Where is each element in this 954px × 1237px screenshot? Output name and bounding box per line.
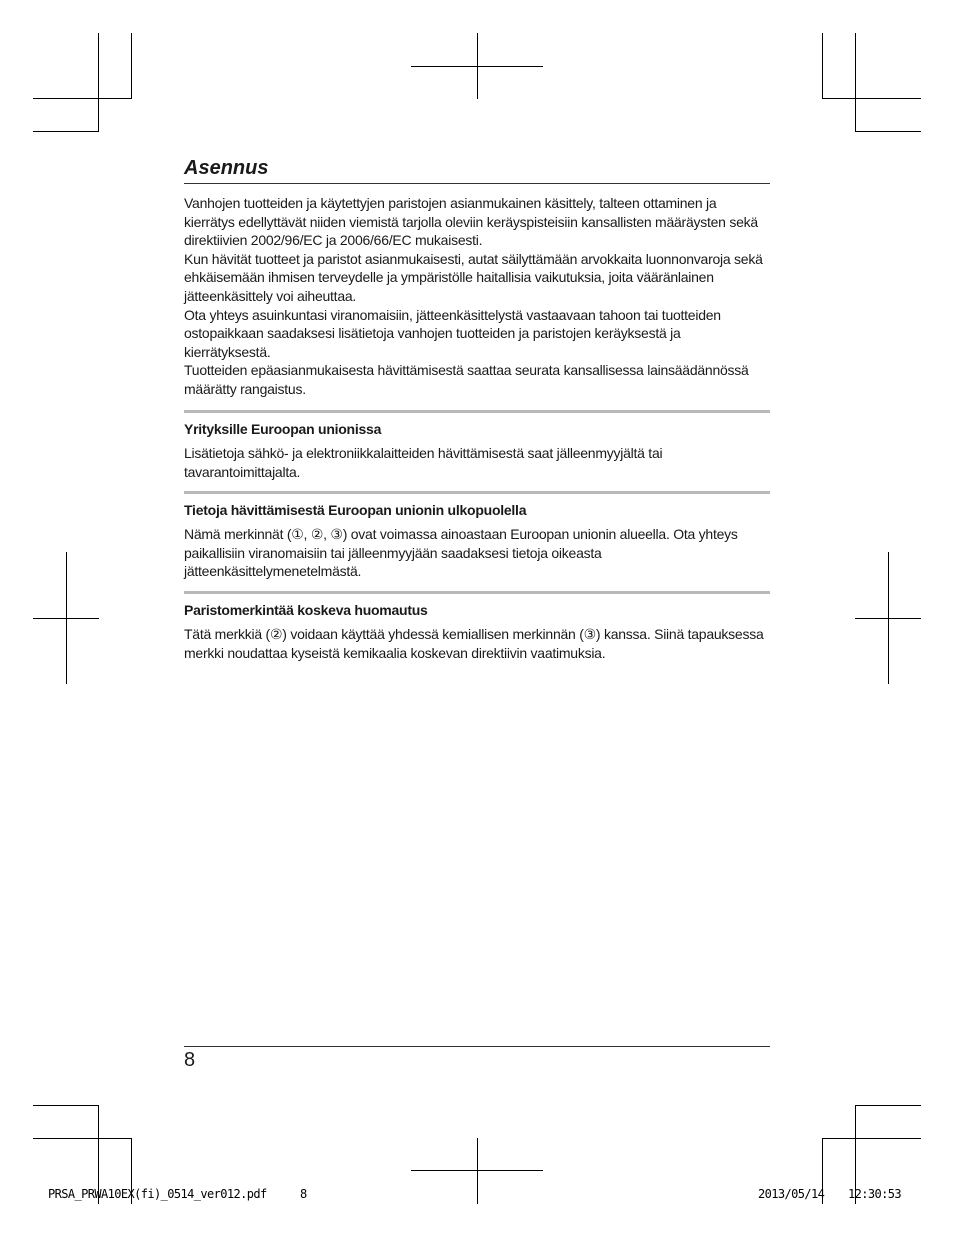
print-date: 2013/05/14 <box>758 1187 825 1201</box>
crop-mark <box>411 1170 543 1171</box>
subsection-heading: Yrityksille Euroopan unionissa <box>184 421 382 437</box>
crop-mark <box>98 33 99 131</box>
crop-mark <box>131 33 132 99</box>
crop-mark <box>33 98 131 99</box>
subsection-heading: Paristomerkintää koskeva huomautus <box>184 602 428 618</box>
subsection-battery-symbol <box>184 591 770 662</box>
page-number: 8 <box>184 1049 196 1071</box>
paragraph: Tuotteiden epäasianmukaisesta hävittämisestä saattaa seurata kansallisessa lainsäädännössä määrätty rangaistus. <box>184 362 749 397</box>
crop-mark <box>855 131 921 132</box>
print-file-label: PRSA_PRWA10EX(fi)_0514_ver012.pdf <box>48 1187 267 1201</box>
print-sheet-number: 8 <box>300 1187 307 1201</box>
subsection-rule <box>184 491 770 494</box>
title-rule <box>184 183 770 184</box>
crop-mark <box>411 66 543 67</box>
crop-mark <box>822 33 823 99</box>
section-title: Asennus <box>184 157 269 179</box>
crop-mark <box>33 1138 131 1139</box>
subsection-body: Nämä merkinnät (①, ②, ③) ovat voimassa ainoastaan Euroopan unionin alueella. Ota yhteys paikallisiin viranomaisiin tai jälleenmyyjään saadaksesi tietoja oikeasta jätteenkäsittelymenetelmästä. <box>184 526 738 580</box>
crop-mark <box>33 131 99 132</box>
subsection-heading: Tietoja hävittämisestä Euroopan unionin ulkopuolella <box>184 502 527 518</box>
subsection-outside-eu <box>184 491 770 581</box>
crop-mark <box>855 1105 921 1106</box>
subsection-rule <box>184 410 770 413</box>
intro-text <box>184 194 770 399</box>
subsection-rule <box>184 591 770 594</box>
print-time: 12:30:53 <box>848 1187 901 1201</box>
crop-mark <box>822 98 921 99</box>
subsection-business-eu <box>184 410 770 481</box>
subsection-body: Lisätietoja sähkö- ja elektroniikkalaitteiden hävittämisestä saat jälleenmyyjältä tai tavarantoimittajalta. <box>184 445 663 480</box>
paragraph: Ota yhteys asuinkuntasi viranomaisiin, jätteenkäsittelystä vastaavaan tahoon tai tuotteiden ostopaikkaan saadaksesi lisätietoja vanhojen tuotteiden ja paristojen keräyksestä ja kierrätyksestä. <box>184 306 721 360</box>
paragraph: Kun hävität tuotteet ja paristot asianmukaisesti, autat säilyttämään arvokkaita luonnonvaroja sekä ehkäisemään ihmisen terveydelle ja ympäristölle haitallisia vaikutuksia, joita vääränlainen jätteenkäsittely voi aiheuttaa. <box>184 250 763 304</box>
footer-rule <box>184 1046 770 1047</box>
subsection-body: Tätä merkkiä (②) voidaan käyttää yhdessä kemiallisen merkinnän (③) kanssa. Siinä tapauksessa merkki noudattaa kyseistä kemikaalia koskevan direktiivin vaatimuksia. <box>184 626 764 661</box>
crop-mark <box>477 1138 478 1204</box>
crop-mark <box>33 618 99 619</box>
crop-mark <box>855 33 856 131</box>
crop-mark <box>33 1105 99 1106</box>
paragraph: Vanhojen tuotteiden ja käytettyjen paristojen asianmukainen käsittely, talteen ottaminen ja kierrätys edellyttävät niiden viemistä tarjolla oleviin keräyspisteisiin kansallisten määräysten sekä direktiivien 2002/96/EC ja 2006/66/EC mukaisesti. <box>184 195 758 249</box>
crop-mark <box>855 618 921 619</box>
crop-mark <box>822 1138 921 1139</box>
